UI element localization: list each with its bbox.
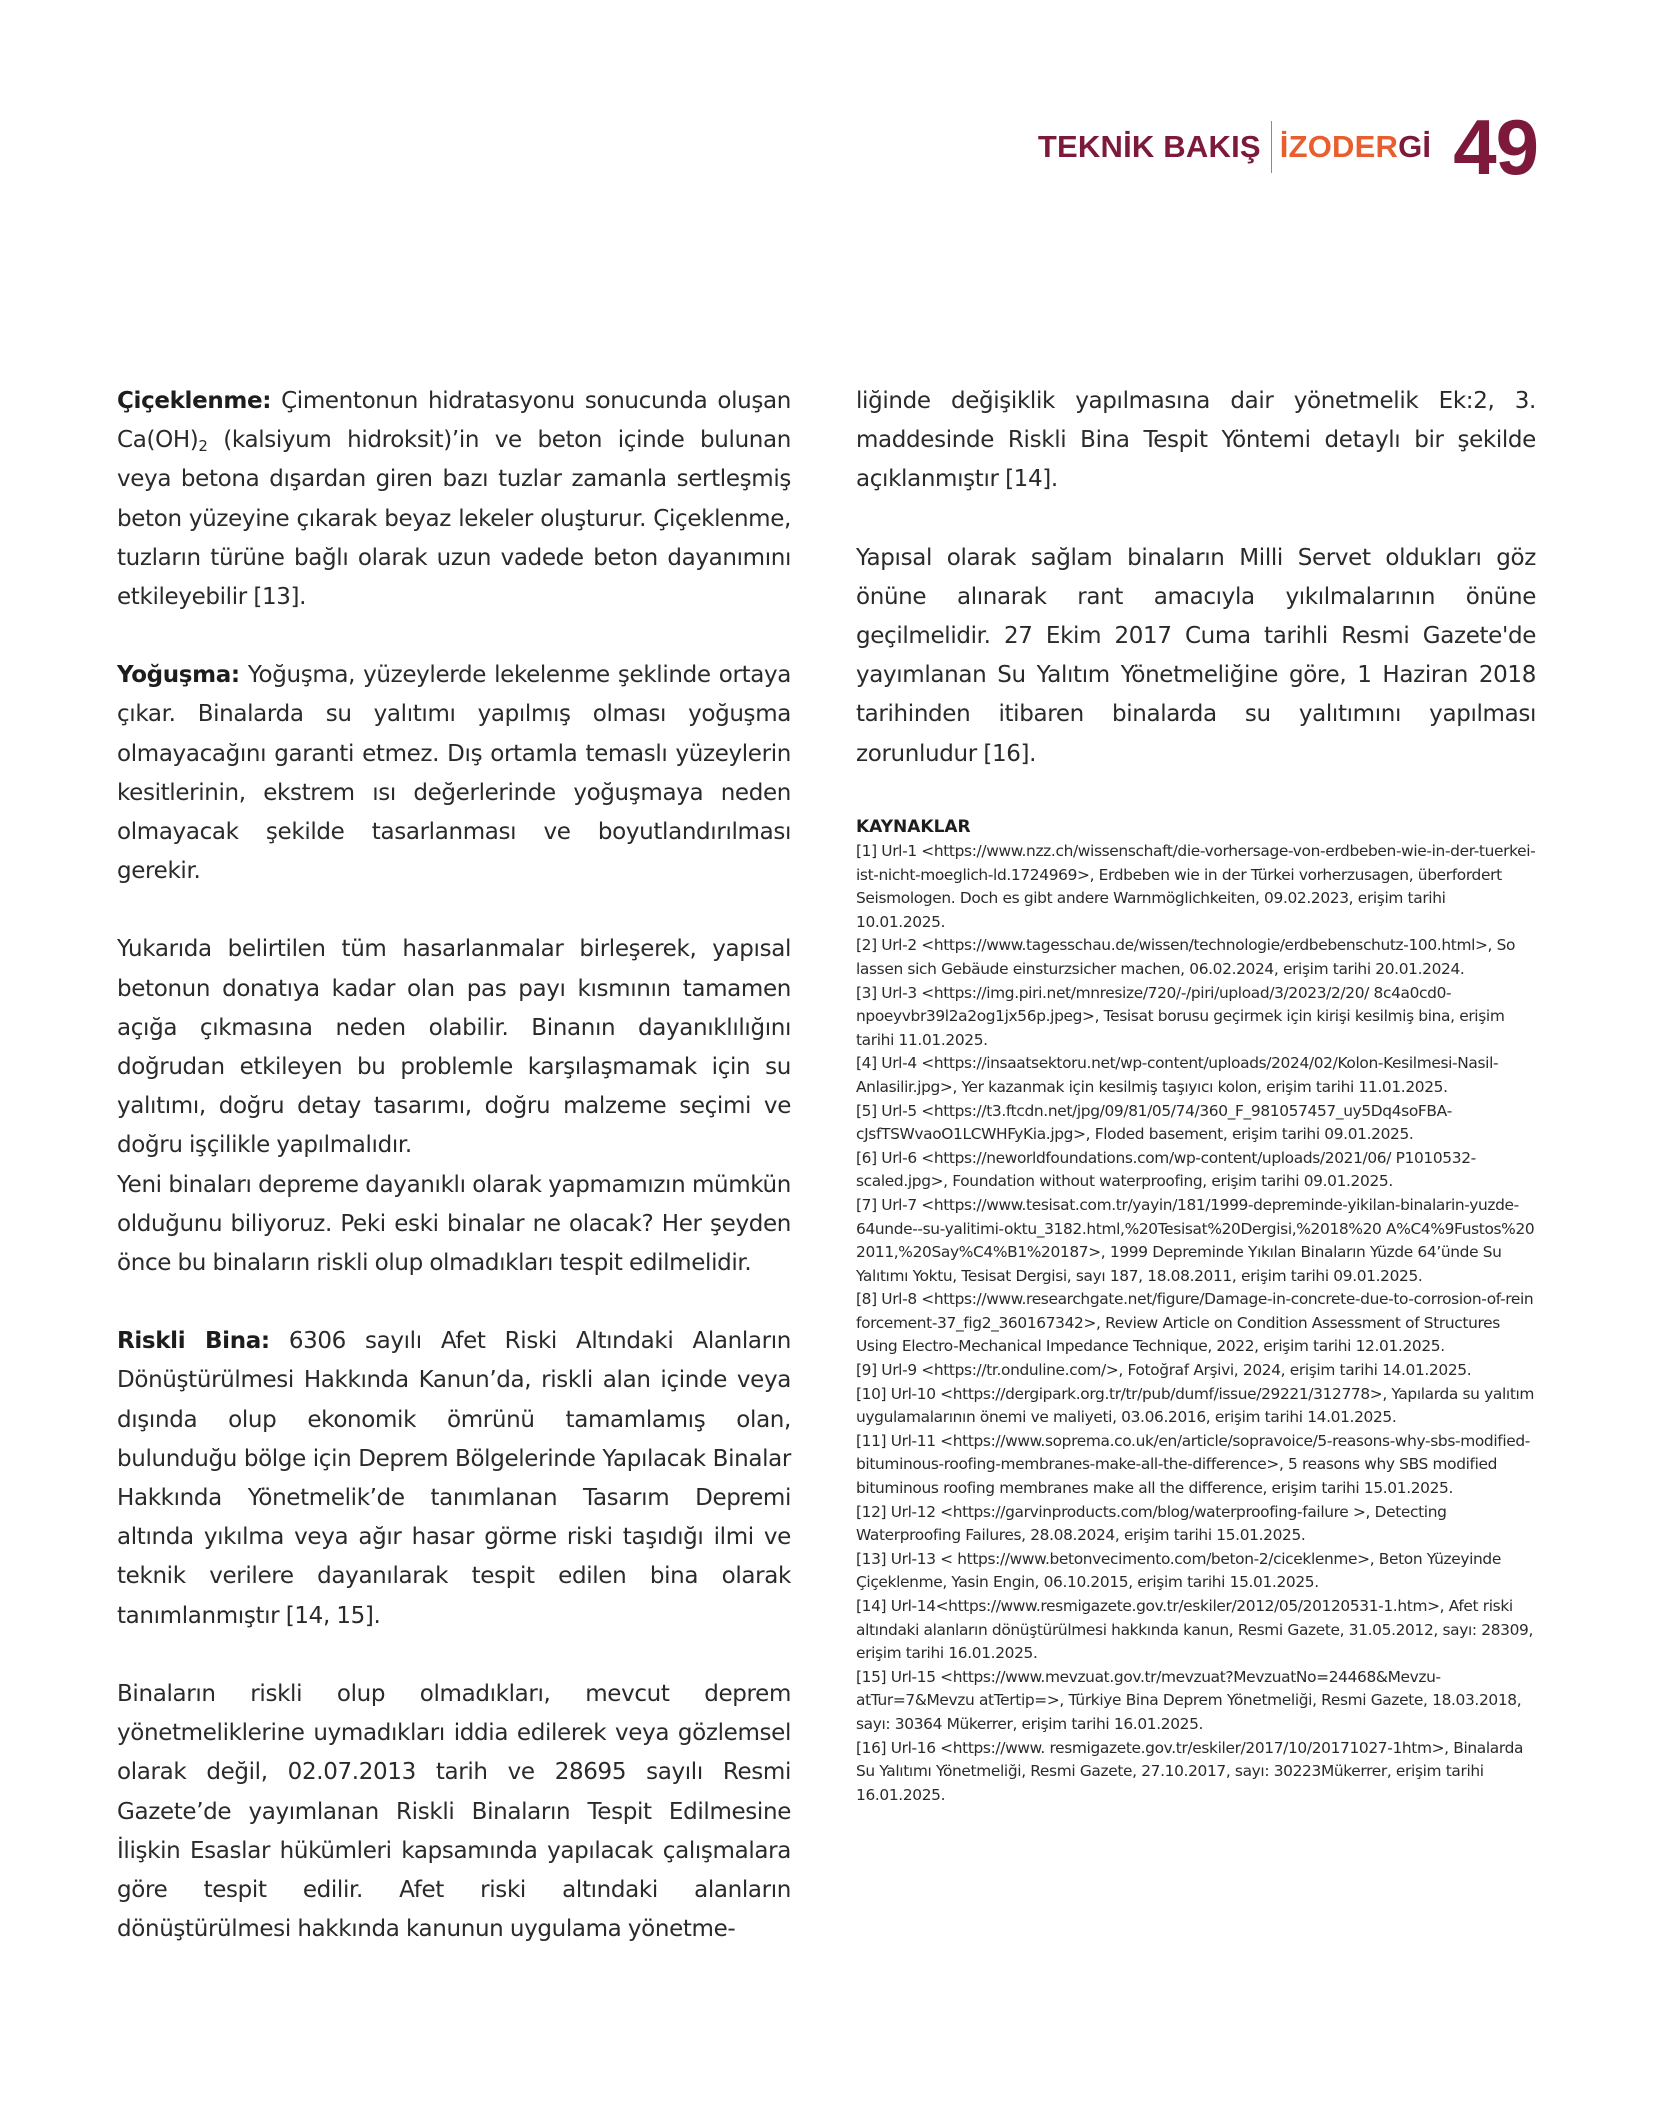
reference-item: [7] Url-7 <https://www.tesisat.com.tr/yayin/181/1999-depreminde-yikilan-binalarin-yuzde-64unde--su-yalitimi-oktu_3182.html,%20Tesisat%20Dergisi,%2018%20 A%C4%9Fustos%20 2011,%20Say%C4%B1%20187>, 1999 Depreminde Yıkılan Binaların Yüzde 64’ünde Su Yalıtımı Yoktu, Tesisat Dergisi, sayı 187, 18.08.2011, erişim tarihi 09.01.2025.: [856, 1195, 1535, 1285]
logo-part-gi: Gİ: [1398, 129, 1432, 164]
paragraph-text: Yoğuşma, yüzeylerde lekelenme şeklinde ortaya çıkar. Binalarda su yalıtımı yapılmış olması yoğuşma olmayacağını garanti etmez. Dış ortamla temaslı yüzeylerin kesitlerinin, ekstrem ısı değerlerinde yoğuşmaya neden olmayacak şekilde tasarlanması ve boyutlandırılması gerekir.: [117, 662, 791, 885]
subscript: 2: [198, 437, 208, 456]
reference-item: [15] Url-15 <https://www.mevzuat.gov.tr/mevzuat?MevzuatNo=24468&MevzuatTur=7&Mevzu atTertip=>, Türkiye Bina Deprem Yönetmeliği, Resmi Gazete, 18.03.2018, sayı: 30364 Mükerrer, erişim tarihi 16.01.2025.: [856, 1667, 1522, 1733]
reference-item: [10] Url-10 <https://dergipark.org.tr/tr/pub/dumf/issue/29221/312778>, Yapılarda su yalıtım uygulamalarının önemi ve maliyeti, 03.06.2016, erişim tarihi 14.01.2025.: [856, 1384, 1535, 1427]
right-column: [856, 382, 1536, 774]
reference-item: [12] Url-12 <https://garvinproducts.com/blog/waterproofing-failure >, Detecting Waterproofing Failures, 28.08.2024, erişim tarihi 15.01.2025.: [856, 1502, 1447, 1545]
paragraph-text: (kalsiyum hidroksit)’in ve beton içinde bulunan veya betona dışardan giren bazı tuzlar zamanla sertleşmiş beton yüzeyine çıkarak beyaz lekeler oluşturur. Çiçeklenme, tuzların türüne bağlı olarak uzun vadede beton dayanımını etkileyebilir [13].: [117, 427, 791, 611]
references-heading: KAYNAKLAR: [856, 817, 971, 837]
paragraph-text: Çimentonun hidratasyonu sonucunda oluşan Ca(OH): [117, 388, 791, 454]
reference-item: [14] Url-14<https://www.resmigazete.gov.tr/eskiler/2012/05/20120531-1.htm>, Afet riski altındaki alanların dönüştürülmesi hakkında kanun, Resmi Gazete, 31.05.2012, sayı: 28309, erişim tarihi 16.01.2025.: [856, 1597, 1534, 1663]
page-header: [1037, 103, 1538, 191]
references-section: [856, 814, 1536, 1807]
paragraph-riskli-bina: [117, 1322, 791, 1636]
reference-item: [4] Url-4 <https://insaatsektoru.net/wp-content/uploads/2024/02/Kolon-Kesilmesi-Nasil-Anlasilir.jpg>, Yer kazanmak için kesilmiş taşıyıcı kolon, erişim tarihi 11.01.2025.: [856, 1054, 1499, 1096]
reference-item: [1] Url-1 <https://www.nzz.ch/wissenschaft/die-vorhersage-von-erdbeben-wie-in-der-tuerkei-ist-nicht-moeglich-ld.1724969>, Erdbeben wie in der Türkei vorherzusagen, überfordert Seismologen. Doch es gibt andere Warnmöglichkeiten, 09.02.2023, erişim tarihi 10.01.2025.: [856, 842, 1536, 931]
magazine-logo: [1280, 129, 1431, 165]
reference-item: [2] Url-2 <https://www.tagesschau.de/wissen/technologie/erdbebenschutz-100.html>, So lassen sich Gebäude einsturzsicher machen, 06.02.2024, erişim tarihi 20.01.2024.: [856, 936, 1516, 978]
logo-part-izoder: İZODER: [1279, 129, 1399, 164]
references-list: [856, 840, 1536, 1807]
section-title: TEKNİK BAKIŞ: [1037, 129, 1261, 164]
paragraph-ciceklenme: [117, 382, 791, 617]
paragraph-lead: Yoğuşma:: [117, 662, 240, 689]
reference-item: [11] Url-11 <https://www.soprema.co.uk/en/article/sopravoice/5-reasons-why-sbs-modified-bituminous-roofing-membranes-make-all-the-difference>, 5 reasons why SBS modified bituminous roofing membranes make all the difference, erişim tarihi 15.01.2025.: [856, 1431, 1530, 1498]
reference-item: [3] Url-3 <https://img.piri.net/mnresize/720/-/piri/upload/3/2023/2/20/ 8c4a0cd0-npoeyvbr39l2a2og1jx56p.jpeg>, Tesisat borusu geçirmek için kirişi kesilmiş bina, erişim tarihi 11.01.2025.: [856, 983, 1505, 1049]
reference-item: [5] Url-5 <https://t3.ftcdn.net/jpg/09/81/05/74/360_F_981057457_uy5Dq4soFBAcJsfTSWvaoO1LCWHFyKia.jpg>, Floded basement, erişim tarihi 09.01.2025.: [856, 1101, 1453, 1144]
reference-item: [13] Url-13 < https://www.betonvecimento.com/beton-2/ciceklenme>, Beton Yüzeyinde Çiçeklenme, Yasin Engin, 06.10.2015, erişim tarihi 15.01.2025.: [856, 1549, 1501, 1592]
reference-item: [9] Url-9 <https://tr.onduline.com/>, Fotoğraf Arşivi, 2024, erişim tarihi 14.01.2025.: [856, 1361, 1472, 1380]
header-divider: [1271, 121, 1272, 173]
paragraph-text: 6306 sayılı Afet Riski Altındaki Alanların Dönüştürülmesi Hakkında Kanun’da, riskli alan içinde veya dışında olup ekonomik ömrünü tamamlamış olan, bulunduğu bölge için Deprem Bölgelerinde Yapılacak Binalar Hakkında Yönetmelik’de tanımlanan Tasarım Depremi altında yıkılma veya ağır hasar görme riski taşıdığı ilmi ve teknik verilere dayanılarak tespit edilen bina olarak tanımlanmıştır [14, 15].: [117, 1328, 791, 1629]
paragraph-milli-servet: Yapısal olarak sağlam binaların Milli Servet oldukları göz önüne alınarak rant amacıyla yıkılmalarının önüne geçilmelidir. 27 Ekim 2017 Cuma tarihli Resmi Gazete'de yayımlanan Su Yalıtım Yönetmeliğine göre, 1 Haziran 2018 tarihinden itibaren binalarda su yalıtımını yapılması zorunludur [16].: [856, 544, 1536, 767]
paragraph-lead: Çiçeklenme:: [117, 388, 272, 414]
reference-item: [16] Url-16 <https://www. resmigazete.gov.tr/eskiler/2017/10/20171027-1htm>, Binalarda Su Yalıtımı Yönetmeliği, Resmi Gazete, 27.10.2017, sayı: 30223Mükerrer, erişim tarihi 16.01.2025.: [856, 1738, 1524, 1804]
reference-item: [6] Url-6 <https://neworldfoundations.com/wp-content/uploads/2021/06/ P1010532-scaled.jpg>, Foundation without waterproofing, erişim tarihi 09.01.2025.: [856, 1148, 1476, 1191]
page-number: 49: [1453, 103, 1538, 191]
reference-item: [8] Url-8 <https://www.researchgate.net/figure/Damage-in-concrete-due-to-corrosion-of-rein forcement-37_fig2_360167342>, Review Article on Condition Assessment of Structures Using Electro-Mechanical Impedance Technique, 2022, erişim tarihi 12.01.2025.: [856, 1290, 1534, 1356]
paragraph-tespit: Binaların riskli olup olmadıkları, mevcut deprem yönetmeliklerine uymadıkları iddia edilerek veya gözlemsel olarak değil, 02.07.2013 tarih ve 28695 sayılı Resmi Gazete’de yayımlanan Riskli Binaların Tespit Edilmesine İlişkin Esaslar hükümleri kapsamında yapılacak çalışmalara göre tespit edilir. Afet riski altındaki alanların dönüştürülmesi hakkında kanunun uygulama yönetme-: [117, 1680, 791, 1943]
paragraph-yeni-binalar: Yeni binaları depreme dayanıklı olarak yapmamızın mümkün olduğunu biliyoruz. Peki eski binalar ne olacak? Her şeyden önce bu binaların riskli olup olmadıkları tespit edilmelidir.: [117, 1171, 791, 1277]
paragraph-yonetmelik: liğinde değişiklik yapılmasına dair yönetmelik Ek:2, 3. maddesinde Riskli Bina Tespit Yöntemi detaylı bir şekilde açıklanmıştır [14].: [856, 388, 1536, 493]
left-column: [117, 382, 791, 1949]
paragraph-hasarlanmalar: Yukarıda belirtilen tüm hasarlanmalar birleşerek, yapısal betonun donatıya kadar olan pas payı kısmının tamamen açığa çıkmasına neden olabilir. Binanın dayanıklılığını doğrudan etkileyen bu problemle karşılaşmamak için su yalıtımı, doğru detay tasarımı, doğru malzeme seçimi ve doğru işçilikle yapılmalıdır.: [117, 936, 791, 1159]
paragraph-lead: Riskli Bina:: [117, 1328, 270, 1355]
paragraph-yogusma: [117, 656, 791, 891]
